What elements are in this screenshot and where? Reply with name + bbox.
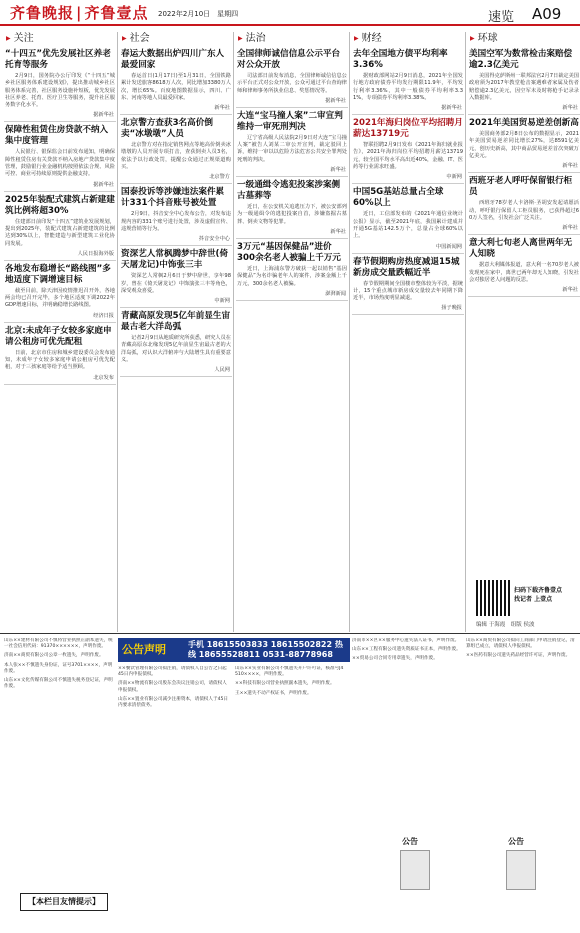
article-divider bbox=[120, 114, 232, 115]
article-divider bbox=[120, 245, 232, 246]
section-name: 速览 bbox=[488, 10, 515, 25]
article-divider bbox=[352, 253, 464, 254]
logo-secondary: 齐鲁壹点 bbox=[84, 4, 149, 22]
article-headline[interactable]: 2025年装配式建筑占新建建筑比例将超30% bbox=[5, 194, 115, 216]
article[interactable] bbox=[468, 118, 580, 173]
article[interactable] bbox=[4, 195, 116, 261]
article-body: 住建部日前印发“十四五”建筑业发展规划，提出到2025年，装配式建筑占新建建筑的比例达到30%以上，智能建造与新型建筑工业化协同发展。 bbox=[5, 218, 115, 247]
column-1 bbox=[120, 32, 232, 379]
article[interactable] bbox=[468, 176, 580, 235]
ad-column-3 bbox=[235, 666, 345, 930]
article-divider bbox=[120, 307, 232, 308]
classified-ad: 山东××文化传媒有限公司不慎遗失税务登记证，声明作废。 bbox=[4, 678, 113, 690]
article-body: 美国商务部2月8日公布的数据显示，2021年美国贸易逆差同比增长27%，达8591亿美元，创历史新高，其中商品贸易逆差首次突破万亿美元。 bbox=[469, 131, 579, 160]
article[interactable] bbox=[120, 49, 232, 115]
article-headline[interactable]: 各地发布稳增长“路线图”多地适度下调增速目标 bbox=[5, 263, 111, 285]
article[interactable] bbox=[4, 264, 116, 323]
article-headline[interactable]: 去年全国地方债平均利率3.36% bbox=[353, 49, 448, 70]
article-headline[interactable]: 3万元“基因保健品”进价300余名老人被骗上千万元 bbox=[237, 241, 341, 263]
notice-title-2: 公告 bbox=[508, 837, 524, 846]
article-headline[interactable]: 北京:未成年子女较多家庭申请公租房可优先配租 bbox=[5, 325, 112, 347]
article-body: 截至目前，除天津因疫情推迟召开外，各地两会均已召开完毕，多个地区适度下调2022年GDP增速目标，并明确稳增长路线图。 bbox=[5, 287, 115, 309]
notice-title-1: 公告 bbox=[402, 837, 418, 846]
page-number: A09 bbox=[532, 5, 562, 23]
article-divider bbox=[468, 172, 580, 173]
article-body: 近日，工信部发布的《2021年通信业统计公报》显示，截至2021年底，我国累计建成并开通5G基站142.5万个，总量占全球60%以上。 bbox=[353, 211, 463, 240]
article-headline[interactable]: 资深艺人常枫腾梦中辞世(倚天屠龙记)中饰张三丰 bbox=[121, 249, 229, 271]
article-body: 辽宁省高级人民法院2月9日对大连“宝马撞人案”被告人刘某二审公开宣判，裁定驳回上诉，维持一审以以危险方法危害公共安全罪判处死刑的判决。 bbox=[237, 134, 347, 163]
qr-caption bbox=[514, 586, 562, 604]
classified-ad: 山东××置业有限公司减少注册资本，请债权人于45日内要求清偿债务。 bbox=[118, 696, 228, 709]
article-body: 春节假期期间全国楼市整体较为平淡，据统计，15个重点城市新房成交量较去年同期下降近半，市场热度明显减退。 bbox=[353, 280, 463, 302]
article-divider bbox=[120, 376, 232, 377]
classified-ad: ××科技有限公司营业执照副本遗失，声明作废。 bbox=[235, 681, 335, 687]
article[interactable] bbox=[236, 242, 348, 301]
article-divider bbox=[468, 114, 580, 115]
masthead bbox=[0, 0, 580, 26]
article-source: 人民日报海外版 bbox=[77, 250, 114, 257]
article-source: 北京警方 bbox=[209, 174, 230, 181]
classified-ad: 济南××物流有限公司股东会决议注销公司，请债权人申报债权。 bbox=[118, 681, 227, 693]
article-headline[interactable]: 青藏高原发现5亿年前显生宙最古老大洋岛弧 bbox=[121, 311, 231, 333]
ad-column-2 bbox=[118, 666, 228, 930]
article-body: 北京警方对在指定销售网点等地高价倒卖冰墩墩的人员开展专项打击，查获倒卖人员3名，依法予以行政处罚，提醒公众通过正规渠道购买。 bbox=[121, 142, 231, 171]
logo-primary: 齐鲁晚报 bbox=[10, 4, 75, 22]
article-source: 人民网 bbox=[214, 367, 230, 374]
article[interactable] bbox=[236, 180, 348, 239]
missing-person-photo bbox=[506, 850, 536, 890]
qr-title: 扫码下载齐鲁壹点 bbox=[514, 587, 563, 594]
editor-credit: 编辑 于海霞 组版 侯波 bbox=[476, 622, 535, 628]
classified-ad: ××医药有限公司遗失药品经营许可证，声明作废。 bbox=[466, 653, 571, 659]
article-divider bbox=[352, 183, 464, 184]
article-body: 西班牙78岁老人卡洛斯·圣胡安发起请愿活动，呼吁银行保留人工柜员服务，已获得超过60万人签名，引发社会广泛关注。 bbox=[469, 200, 579, 221]
column-divider bbox=[117, 32, 118, 632]
column-3 bbox=[352, 32, 464, 317]
issue-date: 2022年2月10日 星期四 bbox=[158, 10, 239, 18]
article-body: 据意大利媒体报道，意大利一名70岁老人被发现死在家中，离世已两年却无人知晓，引发社会对独居老人问题的反思。 bbox=[469, 262, 579, 283]
article-headline[interactable]: “十四五”优先发展社区养老托育等服务 bbox=[5, 49, 111, 70]
article-headline[interactable]: 全国律师诚信信息公示平台对公众开放 bbox=[237, 49, 341, 70]
article-divider bbox=[4, 121, 116, 122]
classified-ad: 山东××商贸有限公司拟向工商部门申请注销登记，清算组已成立，请债权人申报债权。 bbox=[466, 638, 575, 650]
article-divider bbox=[352, 314, 464, 315]
article[interactable] bbox=[4, 326, 116, 385]
article-source: 据新华社 bbox=[441, 105, 462, 112]
article-source: 新华社 bbox=[214, 105, 230, 112]
article[interactable] bbox=[120, 118, 232, 184]
article-source: 新华社 bbox=[562, 225, 578, 232]
article-headline[interactable]: 2021年美国贸易逆差创新高 bbox=[469, 118, 579, 129]
article-divider bbox=[468, 234, 580, 235]
article-source: 新华社 bbox=[330, 167, 346, 174]
article-source: 扬子晚报 bbox=[441, 305, 462, 312]
article[interactable] bbox=[352, 257, 464, 316]
article-headline[interactable]: 北京警方查获3名高价倒卖“冰墩墩”人员 bbox=[121, 118, 213, 140]
column-heading: ▶ 法治 bbox=[236, 32, 348, 46]
article-divider bbox=[352, 114, 464, 115]
column-heading: ▶ 环球 bbox=[468, 32, 580, 46]
article-body: 美国得克萨斯州一联邦法官2月7日裁定美国政府须为2017年教堂枪击案遇难者家属及伤者赔偿逾2.3亿美元，因空军未及时将枪手记录录入数据库。 bbox=[469, 73, 579, 101]
classified-ad: 本人张××不慎遗失身份证，证号3701××××，声明作废。 bbox=[4, 662, 113, 674]
article-headline[interactable]: 2021年海归岗位平均招聘月薪达13719元 bbox=[353, 118, 463, 140]
article-divider bbox=[236, 238, 348, 239]
article-body: 人民银行、银保监会日前发布通知，明确保障性租赁住房有关贷款不纳入房地产贷款集中度管理，鼓励银行业金融机构按照依法合规、风险可控、商业可持续原则提供金融支持。 bbox=[5, 149, 115, 178]
classified-ad: 济南市××区××服务中心遗失法人证书，声明作废。 bbox=[352, 638, 460, 643]
column-heading: ▶ 社会 bbox=[120, 32, 232, 46]
article-source: 新华社 bbox=[562, 105, 578, 112]
article-divider bbox=[4, 191, 116, 192]
column-divider bbox=[465, 32, 466, 632]
article-headline[interactable]: 一级通缉令逃犯投案涉案侧古墓葬等 bbox=[237, 180, 341, 202]
article-divider bbox=[236, 300, 348, 301]
article-source: 据新华社 bbox=[325, 97, 346, 104]
column-divider bbox=[233, 32, 234, 632]
article-headline[interactable]: 美国空军为数常检击案赔偿逾2.3亿美元 bbox=[469, 49, 573, 70]
article-body: 日前，北京市住房和城乡建设委员会发布通知，未成年子女较多家庭申请公租房可优先配租，对于三孩家庭等给予适当照顾。 bbox=[5, 349, 115, 371]
article-divider bbox=[236, 176, 348, 177]
ad-banner-phones: 手机 18615503833 18615502822 热线 18655528811 0531-88778968 bbox=[188, 640, 343, 659]
classified-ad: 山东××工程有限公司遗失资质证书正本，声明作废。 bbox=[352, 647, 461, 653]
classified-ad: 山东××建材有限公司不慎将营业执照正副本遗失，统一社会信用代码：91370××××××，声明作废。 bbox=[4, 638, 113, 650]
article-source: 中新网 bbox=[446, 174, 462, 181]
notice-box: 【本栏目友情提示】 bbox=[20, 893, 108, 911]
article-divider bbox=[120, 183, 232, 184]
article-body: 据财政部网站2月9日消息，2021年全国发行地方政府债券平均发行期限11.9年，平均发行利率3.36%，其中一般债券平均利率3.31%，专项债券平均利率3.38%。 bbox=[353, 73, 463, 101]
classified-ad: 济南××商贸有限公司公章一枚遗失，声明作废。 bbox=[4, 653, 104, 659]
classified-ad: ××贸易公司合同专用章遗失，声明作废。 bbox=[352, 656, 438, 662]
missing-person-photo bbox=[400, 850, 430, 890]
article-body: 智联招聘2月9日发布《2021年海归就业报告》，2021年海归岗位平均招聘月薪达13719元，较全国平均水平高出近40%，金融、IT、医药等行业需求旺盛。 bbox=[353, 142, 463, 171]
article[interactable] bbox=[352, 49, 464, 115]
article-headline[interactable]: 保障性租赁住房贷款不纳入集中度管理 bbox=[5, 125, 109, 147]
article-divider bbox=[236, 107, 348, 108]
article-headline[interactable]: 春运大数据出炉四川广东人最爱回家 bbox=[121, 49, 225, 70]
article[interactable] bbox=[352, 187, 464, 253]
article-divider bbox=[4, 260, 116, 261]
column-4 bbox=[468, 32, 580, 299]
article[interactable] bbox=[120, 249, 232, 308]
ad-banner bbox=[118, 638, 350, 662]
article-divider bbox=[4, 384, 116, 385]
article-body: 春运首日(1月17日)至1月31日，全国铁路累计发送旅客8618万人次，同比增加3380万人次，增长65%。百度地图数据显示，四川、广东、河南等地人员最爱回家。 bbox=[121, 73, 231, 101]
column-divider bbox=[349, 32, 350, 632]
article-body: 2月9日，抖音安全中心发布公告，对发布违规内容的331个账号进行处置，涉及虚假宣传、违规营销等行为。 bbox=[121, 211, 231, 232]
article-source: 中新网 bbox=[214, 298, 230, 305]
column-heading: ▶ 关注 bbox=[4, 32, 116, 46]
classified-ad: ××餐饮管理有限公司拟注销，请债权人自公告之日起45日内申报债权。 bbox=[118, 666, 227, 678]
article[interactable] bbox=[4, 49, 116, 122]
article-headline[interactable]: 国泰投诉等涉嫌违法案件累计331个抖音账号被处置 bbox=[121, 187, 225, 209]
article-body: 司法部日前发布消息，全国律师诚信信息公示平台正式对公众开放，公众可通过平台查询律师和律师事务所执业信息、奖惩情况等。 bbox=[237, 73, 347, 94]
article[interactable] bbox=[352, 118, 464, 184]
classified-ad: 王××遗失不动产权证书，声明作废。 bbox=[235, 690, 312, 696]
article-source: 北京发布 bbox=[93, 374, 114, 381]
qr-subtitle: 找记者 上壹点 bbox=[514, 596, 553, 603]
article[interactable] bbox=[236, 111, 348, 177]
qr-code-icon[interactable] bbox=[476, 580, 512, 616]
article-body: 2月9日，国务院办公厅印发《“十四五”城乡社区服务体系建设规划》，提出推动城乡社区服务体系完善，社区服务设施补短板，优先发展社区养老、托育、医疗卫生等服务，提升社区服务数字化水平。 bbox=[5, 73, 115, 109]
article[interactable] bbox=[468, 238, 580, 297]
article-source: 据新华社 bbox=[93, 181, 114, 188]
article-headline[interactable]: 中国5G基站总量占全球60%以上 bbox=[353, 187, 444, 209]
ad-column-5 bbox=[466, 638, 576, 818]
column-heading: ▶ 财经 bbox=[352, 32, 464, 46]
article-source: 澎湃新闻 bbox=[325, 290, 346, 297]
ads-divider bbox=[0, 633, 580, 634]
article-body: 近日，上海浦东警方破获一起以销售“基因保健品”为名诈骗老年人的案件，涉案金额上千万元，300余名老人被骗。 bbox=[237, 265, 347, 287]
article[interactable] bbox=[4, 125, 116, 191]
article-source: 据新华社 bbox=[93, 112, 114, 119]
article-source: 新华社 bbox=[562, 287, 578, 294]
article-body: 资深艺人常枫2月6日于梦中辞世，享年98岁，曾在《倚天屠龙记》中饰演张三丰等角色，深受观众喜爱。 bbox=[121, 273, 231, 294]
article-divider bbox=[468, 296, 580, 297]
article[interactable] bbox=[236, 49, 348, 108]
column-0 bbox=[4, 32, 116, 387]
article-source: 中国新闻网 bbox=[436, 243, 462, 250]
article[interactable] bbox=[120, 311, 232, 377]
article-headline[interactable]: 西班牙老人呼吁保留银行柜员 bbox=[469, 176, 573, 198]
article-source: 经济日报 bbox=[93, 312, 114, 319]
column-2 bbox=[236, 32, 348, 303]
ad-banner-title: 公告声明 bbox=[122, 643, 166, 656]
article-headline[interactable]: 春节假期购房热度减退15城新房成交量跌幅近半 bbox=[353, 256, 460, 278]
article[interactable] bbox=[468, 49, 580, 115]
article-source: 新华社 bbox=[330, 228, 346, 235]
newspaper-logo: 齐鲁晚报 | 齐鲁壹点 bbox=[10, 4, 149, 22]
article-divider bbox=[4, 322, 116, 323]
article-source: 抖音安全中心 bbox=[198, 236, 230, 243]
article[interactable] bbox=[120, 187, 232, 246]
article-source: 新华社 bbox=[562, 163, 578, 170]
article-headline[interactable]: 意大利七旬老人离世两年无人知晓 bbox=[469, 238, 573, 260]
classified-ad: 山东××实业有限公司不慎遗失开户许可证，核准号J4510××××，声明作废。 bbox=[235, 666, 344, 678]
article-body: 近日，在公安机关追逃压力下，被公安部列为一级通缉令的逃犯投案自首，涉嫌盗掘古墓葬、倒卖文物等犯罪。 bbox=[237, 204, 347, 225]
ad-column-1 bbox=[4, 638, 114, 930]
article-headline[interactable]: 大连“宝马撞人案”二审宣判维持一审死刑判决 bbox=[237, 110, 343, 132]
article-body: 记者2月9日从地质研究所获悉，研究人员在青藏高原东北缘发现5亿年前显生宙最古老的大洋岛弧，对认识大洋俯冲与大陆增生具有重要意义。 bbox=[121, 335, 231, 364]
